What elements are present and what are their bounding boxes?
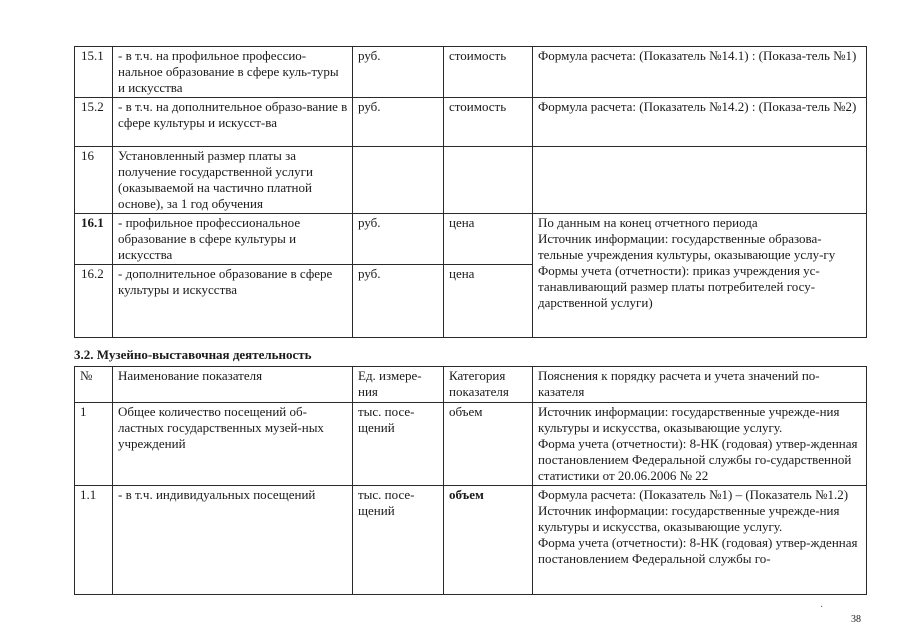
indicator-notes: Формула расчета: (Показатель №1) – (Показатель №1.2) Источник информации: государственные учрежде-ния культуры и искусства, оказывающие услугу. Форма учета (отчетности): 8-НК (годовая) утвер-жденная постановлением Федеральной службы го-	[533, 486, 867, 595]
indicator-category: объем	[444, 486, 533, 595]
indicator-name: - в т.ч. индивидуальных посещений	[113, 486, 353, 595]
table-row	[75, 486, 867, 595]
column-header-category: Категория показателя	[444, 367, 533, 403]
indicator-name: Общее количество посещений об-ластных государственных музей-ных учреждений	[113, 403, 353, 486]
indicator-name: - в т.ч. на дополнительное образо-вание в сфере культуры и искусст-ва	[113, 98, 353, 147]
table-header-row	[75, 367, 867, 403]
row-number: 15.2	[75, 98, 113, 147]
indicator-unit: руб.	[353, 265, 444, 338]
indicators-table-education	[74, 46, 867, 338]
indicator-category	[444, 147, 533, 214]
indicator-category: стоимость	[444, 47, 533, 98]
table-row	[75, 147, 867, 214]
row-number: 16.2	[75, 265, 113, 338]
indicator-category: стоимость	[444, 98, 533, 147]
indicator-unit	[353, 147, 444, 214]
indicators-table-museum	[74, 366, 867, 595]
column-header-unit: Ед. измере-ния	[353, 367, 444, 403]
indicator-category: объем	[444, 403, 533, 486]
table-row	[75, 98, 867, 147]
indicator-name: - дополнительное образование в сфере культуры и искусства	[113, 265, 353, 338]
row-number: 15.1	[75, 47, 113, 98]
row-number: 16	[75, 147, 113, 214]
indicator-name: - профильное профессиональное образование в сфере культуры и искусства	[113, 214, 353, 265]
indicator-category: цена	[444, 214, 533, 265]
section-title: 3.2. Музейно-выставочная деятельность	[74, 347, 312, 362]
indicator-unit: тыс. посе-щений	[353, 403, 444, 486]
column-header-number: №	[75, 367, 113, 403]
table-row	[75, 403, 867, 486]
table-row	[75, 47, 867, 98]
indicator-unit: руб.	[353, 98, 444, 147]
indicator-notes: По данным на конец отчетного периода Источник информации: государственные образова-тельные учреждения культуры, оказывающие услу-гу Формы учета (отчетности): приказ учреждения ус-танавливающий размер платы потребителей госу-дарственной услуги)	[533, 214, 867, 338]
row-number: 1	[75, 403, 113, 486]
column-header-name: Наименование показателя	[113, 367, 353, 403]
page-number: 38	[851, 614, 861, 625]
indicator-unit: тыс. посе-щений	[353, 486, 444, 595]
indicator-notes: Источник информации: государственные учрежде-ния культуры и искусства, оказывающие услугу. Форма учета (отчетности): 8-НК (годовая) утвер-жденная постановлением Федеральной службы го-сударственной статистики от 20.06.2006 № 22	[533, 403, 867, 486]
indicator-notes	[533, 147, 867, 214]
indicator-unit: руб.	[353, 47, 444, 98]
table-row	[75, 214, 867, 265]
indicator-notes: Формула расчета: (Показатель №14.1) : (Показа-тель №1)	[533, 47, 867, 98]
indicator-category: цена	[444, 265, 533, 338]
row-number: 1.1	[75, 486, 113, 595]
scan-speck: ·	[820, 602, 824, 613]
indicator-notes: Формула расчета: (Показатель №14.2) : (Показа-тель №2)	[533, 98, 867, 147]
indicator-name: - в т.ч. на профильное профессио-нальное образование в сфере куль-туры и искусства	[113, 47, 353, 98]
column-header-notes: Пояснения к порядку расчета и учета значений по-казателя	[533, 367, 867, 403]
row-number: 16.1	[75, 214, 113, 265]
indicator-name: Установленный размер платы за получение государственной услуги (оказываемой на частично платной основе), за 1 год обучения	[113, 147, 353, 214]
indicator-unit: руб.	[353, 214, 444, 265]
